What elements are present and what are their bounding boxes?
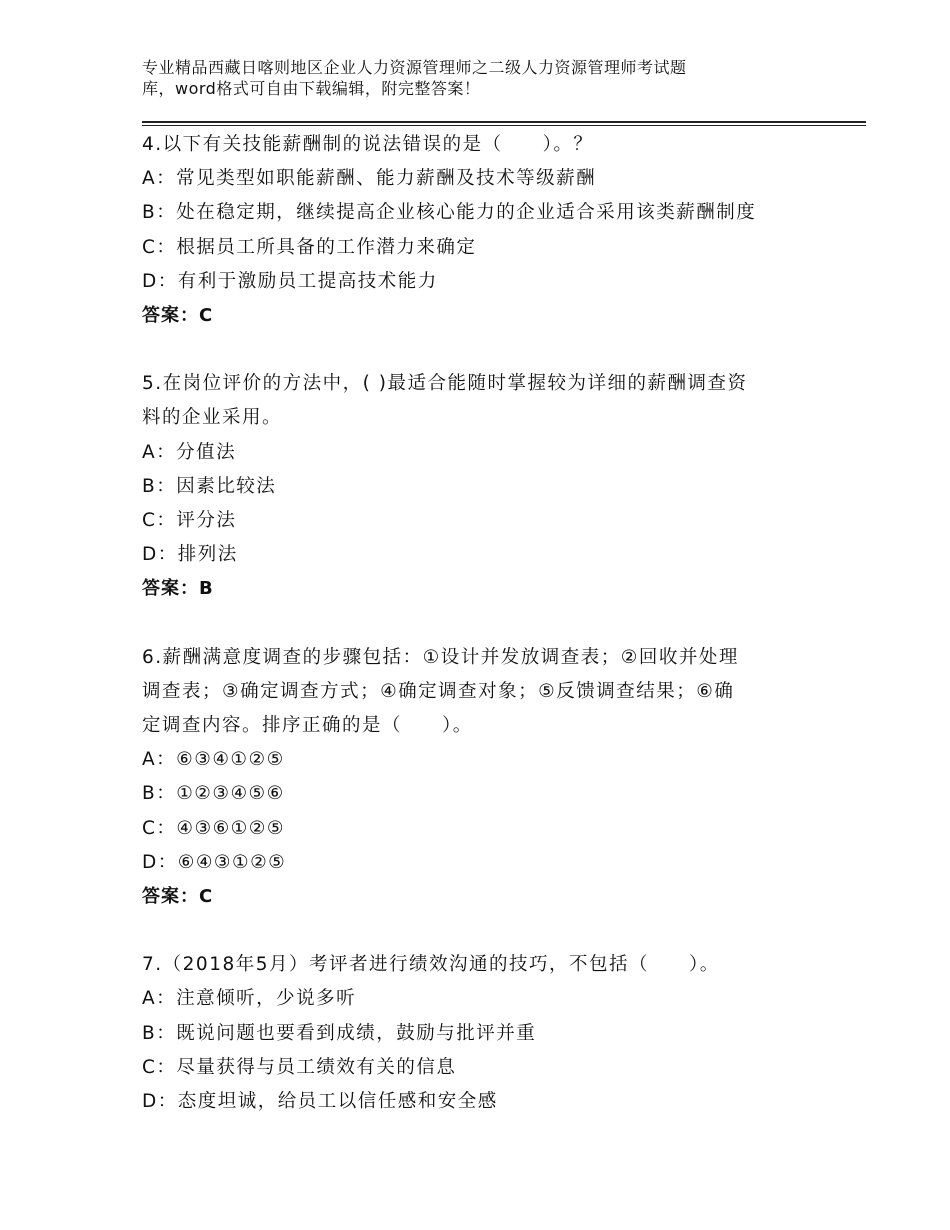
option-a: A：常见类型如职能薪酬、能力薪酬及技术等级薪酬 <box>142 168 597 190</box>
answer: 答案：C <box>142 305 214 327</box>
question-7 <box>142 948 822 1119</box>
question-stem-line: 料的企业采用。 <box>142 407 283 429</box>
question-stem-line: 调查表；③确定调查方式；④确定调查对象；⑤反馈调查结果；⑥确 <box>142 680 735 702</box>
question-6 <box>142 641 822 915</box>
question-stem-line: 6.薪酬满意度调查的步骤包括：①设计并发放调查表；②回收并处理 <box>142 646 739 668</box>
question-stem-line: 4.以下有关技能薪酬制的说法错误的是（ ）。？ <box>142 134 594 155</box>
question-list <box>142 128 822 1153</box>
header-line-1: 专业精品西藏日喀则地区企业人力资源管理师之二级人力资源管理师考试题 <box>142 58 687 77</box>
question-stem-line: 定调查内容。排序正确的是（ ）。 <box>142 715 473 737</box>
question-stem-line: 7.（2018年5月）考评者进行绩效沟通的技巧，不包括（ ）。 <box>142 954 720 976</box>
option-c: C：尽量获得与员工绩效有关的信息 <box>142 1056 457 1078</box>
header-rule-thick <box>142 121 866 123</box>
option-c: C：根据员工所具备的工作潜力来确定 <box>142 236 477 258</box>
question-stem <box>142 641 822 744</box>
option-c: C：评分法 <box>142 510 237 532</box>
option-d: D：排列法 <box>142 544 238 566</box>
question-4 <box>142 128 822 333</box>
question-stem <box>142 128 822 162</box>
header-rule-thin <box>142 125 866 126</box>
option-d: D：⑥④③①②⑤ <box>142 851 287 873</box>
option-a: A：注意倾听，少说多听 <box>142 988 357 1010</box>
option-b: B：处在稳定期，继续提高企业核心能力的企业适合采用该类薪酬制度 <box>142 202 757 224</box>
header-line-2: 库，word格式可自由下载编辑，附完整答案！ <box>142 79 481 98</box>
document-header <box>142 57 862 99</box>
question-stem-line: 5.在岗位评价的方法中，( )最适合能随时掌握较为详细的薪酬调查资 <box>142 373 748 395</box>
option-a: A：分值法 <box>142 441 237 463</box>
option-d: D：态度坦诚，给员工以信任感和安全感 <box>142 1091 498 1113</box>
answer: 答案：C <box>142 886 214 908</box>
option-c: C：④③⑥①②⑤ <box>142 817 285 839</box>
question-stem <box>142 367 822 435</box>
question-stem <box>142 948 822 982</box>
option-a: A：⑥③④①②⑤ <box>142 749 285 771</box>
option-b: B：①②③④⑤⑥ <box>142 783 285 805</box>
option-b: B：因素比较法 <box>142 475 277 497</box>
option-d: D：有利于激励员工提高技术能力 <box>142 270 438 292</box>
option-b: B：既说问题也要看到成绩，鼓励与批评并重 <box>142 1022 537 1044</box>
answer: 答案：B <box>142 578 214 600</box>
question-5 <box>142 367 822 606</box>
